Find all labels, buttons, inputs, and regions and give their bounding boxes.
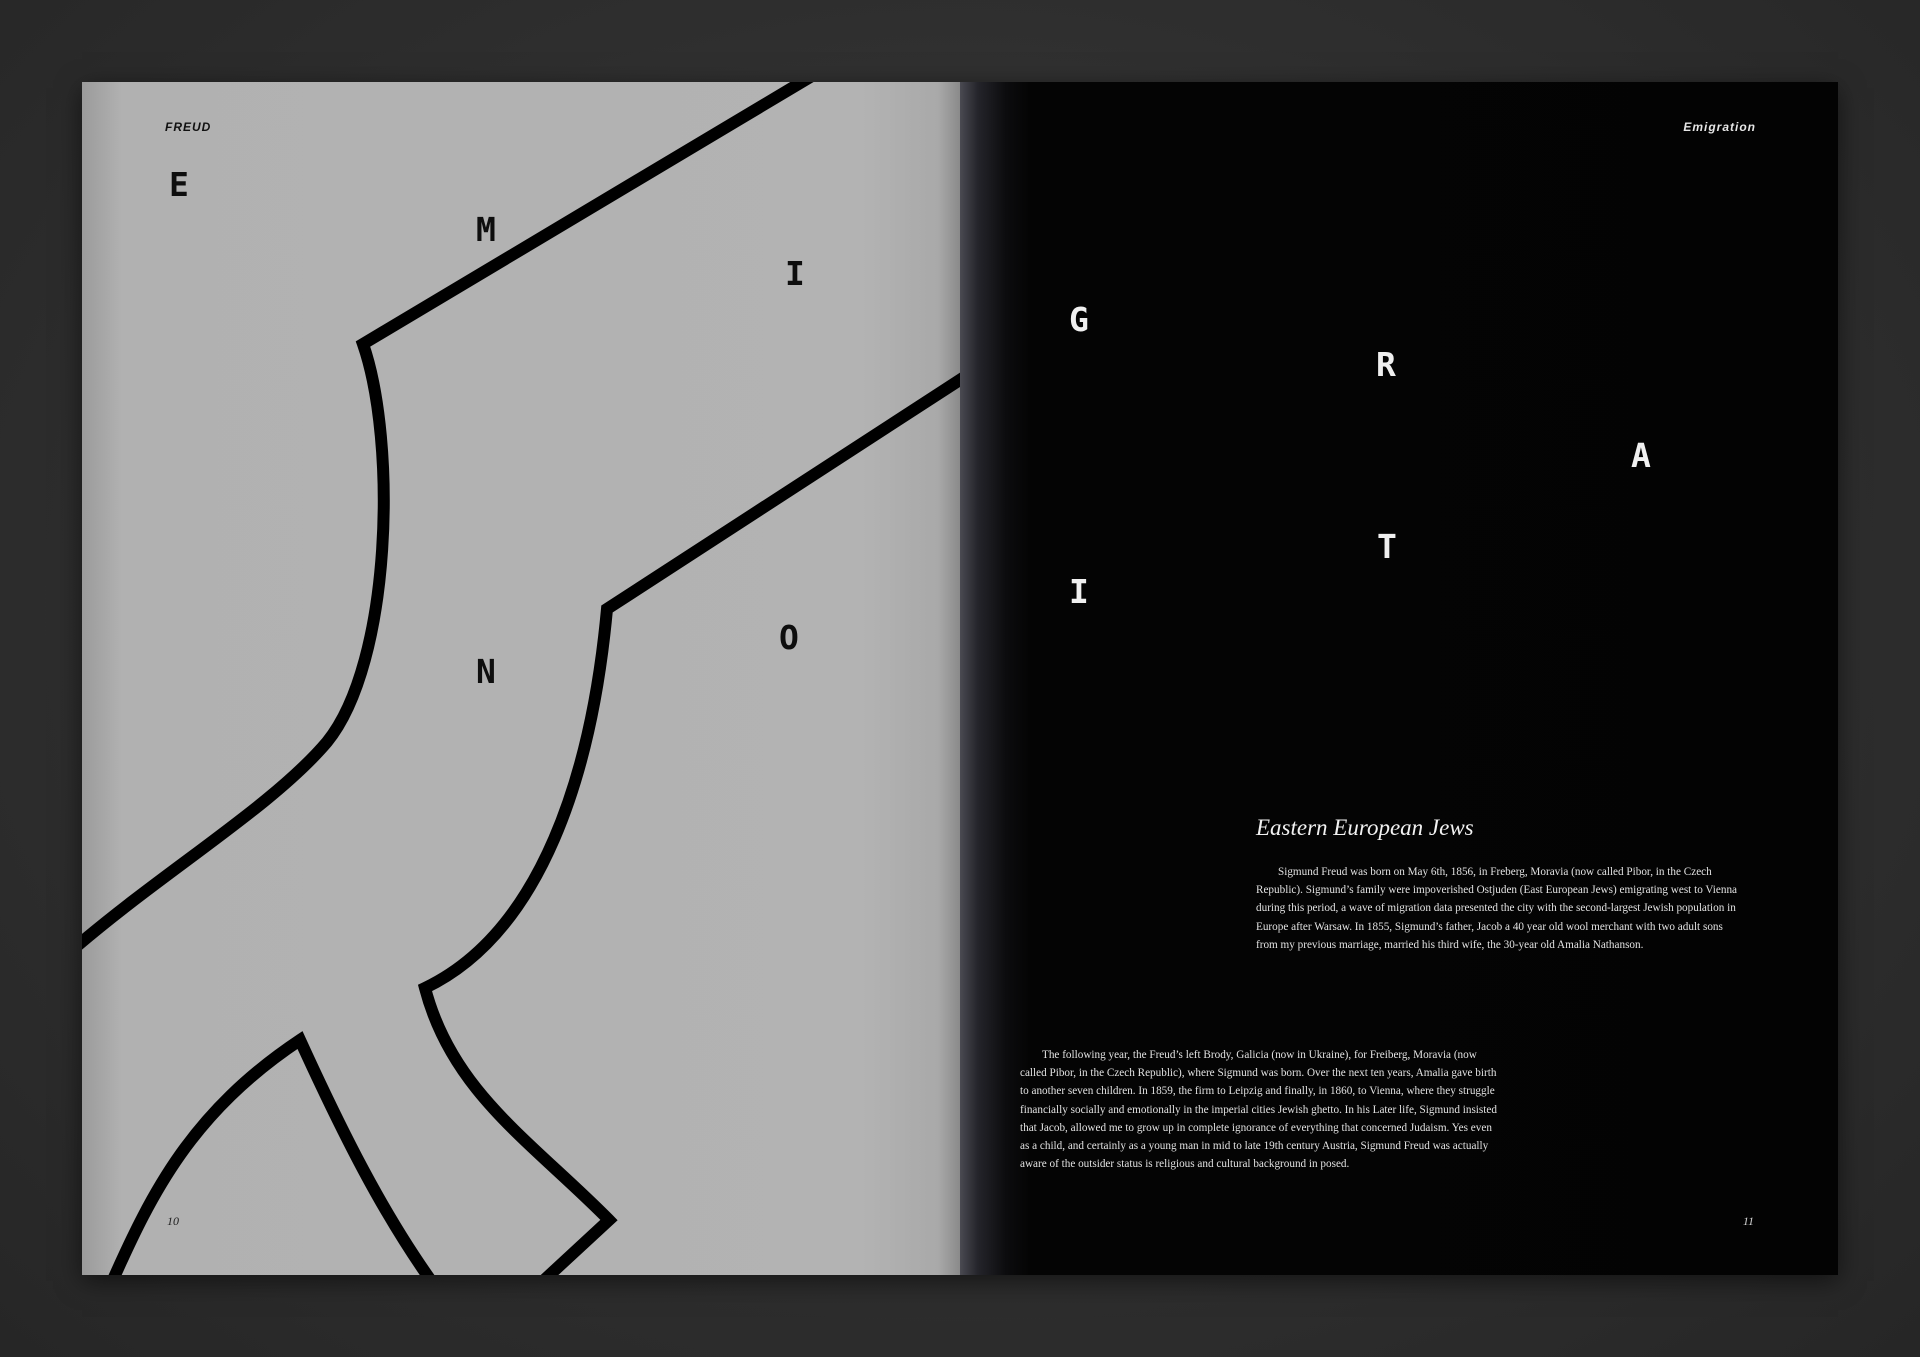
left-page [82, 82, 960, 1275]
title-letter-m: M [476, 210, 496, 249]
title-letter-a: A [1631, 436, 1651, 475]
title-letter-e: E [169, 165, 189, 204]
article-paragraph: Sigmund Freud was born on May 6th, 1856, in Freberg, Moravia (now called Pibor, in the Czech Republic). Sigmund’s family were impoverished Ostjuden (East European Jews) emigrating west to Vienna during this period, a wave of migration data presented the city with the second-largest Jewish population in Europe after Warsaw. In 1855, Sigmund’s father, Jacob a 40 year old wool merchant with two adult sons from my previous marriage, married his third wife, the 30-year old Amalia Nathanson. [1256, 866, 1738, 951]
page-number-left: 10 [167, 1214, 179, 1228]
running-head-right: Emigration [1683, 120, 1756, 134]
running-head-left: FREUD [165, 120, 212, 134]
article-paragraph: The following year, the Freud’s left Brody, Galicia (now in Ukraine), for Freiberg, Moravia (now called Pibor, in the Czech Republic), where Sigmund was born. Over the next ten years, Amalia gave birth to another seven children. In 1859, the firm to Leipzig and finally, in 1860, to Vienna, where they struggle financially socially and emotionally in the imperial cities Jewish ghetto. In his Later life, Sigmund insisted that Jacob, allowed me to grow up in complete ignorance of everything that concerned Judaism. Yes even as a child, and certainly as a young man in mid to late 19th century Austria, Sigmund Freud was actually aware of the outsider status is religious and cultural background in posed. [1020, 1049, 1497, 1171]
title-letter-i-right: I [1069, 572, 1089, 611]
title-letter-o: O [779, 618, 799, 657]
title-letter-i: I [785, 254, 805, 293]
title-letter-r: R [1376, 345, 1396, 384]
right-page [960, 82, 1838, 1275]
title-letter-t: T [1377, 527, 1397, 566]
title-letter-g: G [1069, 300, 1089, 339]
figure-upper-contour [82, 82, 822, 952]
figure-lower-contour [425, 372, 960, 1275]
abstract-figure-illustration [82, 82, 960, 1275]
figure-bottom-arch [112, 1040, 432, 1275]
article-title: Eastern European Jews [1256, 815, 1474, 840]
title-letter-n: N [476, 652, 496, 691]
magazine-spread [82, 82, 1838, 1275]
page-number-right: 11 [1742, 1214, 1754, 1228]
